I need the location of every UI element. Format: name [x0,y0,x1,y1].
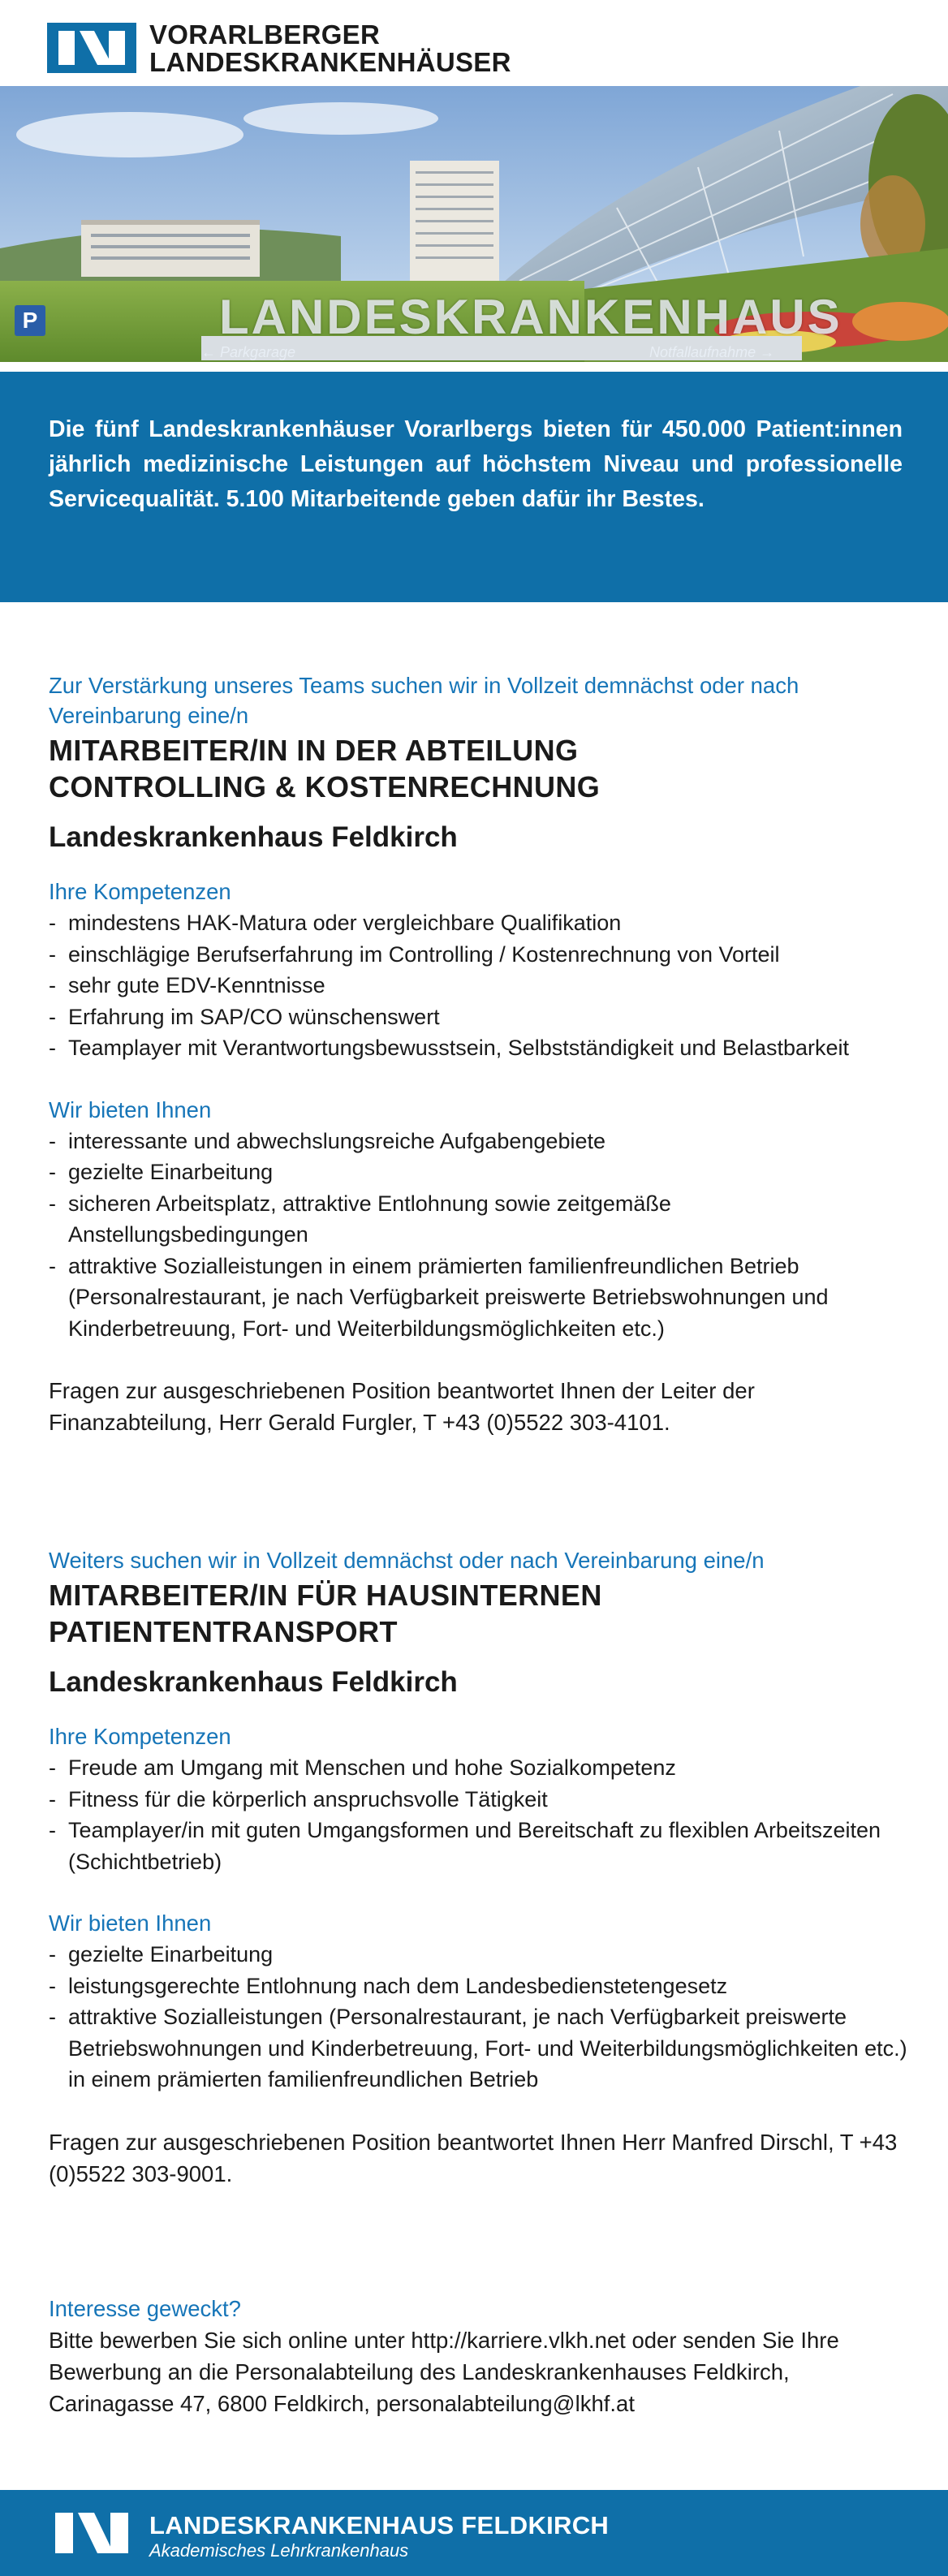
job1-offer-heading: Wir bieten Ihnen [49,1096,212,1122]
footer-hospital-name: LANDESKRANKENHAUS FELDKIRCH [149,2511,610,2539]
direction-emergency: Notfallaufnahme → [649,344,775,360]
job1-kicker: Zur Verstärkung unseres Teams suchen wir in Vollzeit demnächst oder nach Vereinbarung eine/n [49,673,799,728]
job2-title-line-1: MITARBEITER/IN FÜR HAUSINTERNEN [49,1579,602,1612]
list-item: - leistungsgerechte Entlohnung nach dem Landesbedienstetengesetz [49,1971,909,2002]
page-header [0,0,948,86]
job2-competences-heading: Ihre Kompetenzen [49,1724,231,1749]
job1-competences-heading: Ihre Kompetenzen [49,879,231,904]
list-item: - Teamplayer/in mit guten Umgangsformen und Bereitschaft zu flexiblen Arbeitszeiten (Schichtbetrieb) [49,1815,909,1877]
brand-line-1: VORARLBERGER [149,19,381,50]
list-item: - einschlägige Berufserfahrung im Controlling / Kostenrechnung von Vorteil [49,939,909,971]
apply-text: Bitte bewerben Sie sich online unter http://karriere.vlkh.net oder senden Sie Ihre Bewerbung an die Personalabteilung des Landeskrankenhauses Feldkirch, Carinagasse 47, 6800 Feldkirch, personalabteilung@lkhf.at [49,2328,839,2416]
direction-parking: ← Parkgarage [201,344,296,360]
footer-subtitle: Akademisches Lehrkrankenhaus [149,2540,409,2561]
job2-offer-heading: Wir bieten Ihnen [49,1910,212,1936]
list-item: - gezielte Einarbeitung [49,1939,909,1971]
hospital-photo [0,86,948,362]
job2-title-line-2: PATIENTENTRANSPORT [49,1615,398,1648]
list-item: - mindestens HAK-Matura oder vergleichbare Qualifikation [49,907,909,939]
list-item: - sehr gute EDV-Kenntnisse [49,970,909,1002]
list-item: - gezielte Einarbeitung [49,1157,909,1188]
list-item: - Fitness für die körperlich anspruchsvolle Tätigkeit [49,1784,909,1816]
job2-kicker: Weiters suchen wir in Vollzeit demnächst oder nach Vereinbarung eine/n [49,1548,765,1573]
list-item: - attraktive Sozialleistungen (Personalrestaurant, je nach Verfügbarkeit preiswerte Betriebswohnungen und Kinderbetreuung, Fort- und Weiterbildungsmöglichkeiten etc.) in einem prämierten familienfreundlichen Betrieb [49,2001,909,2096]
page-footer [0,2490,948,2576]
intro-band [0,372,948,602]
list-item: - attraktive Sozialleistungen in einem prämierten familienfreundlichen Betrieb (Personalrestaurant, je nach Verfügbarkeit preiswerte Betriebswohnungen und Kinderbetreuung, Fort- und Weiterbildungsmöglichkeiten etc.) [49,1251,909,1345]
intro-text: Die fünf Landeskrankenhäuser Vorarlbergs bieten für 450.000 Patient:innen jährlich medizinische Leistungen auf höchstem Niveau und professionelle Servicequalität. 5.100 Mitarbeitende geben dafür ihr Bestes. [49,416,903,512]
list-item: - sicheren Arbeitsplatz, attraktive Entlohnung sowie zeitgemäße Anstellungsbedingungen [49,1188,909,1251]
list-item: - Teamplayer mit Verantwortungsbewusstsein, Selbstständigkeit und Belastbarkeit [49,1032,909,1064]
parking-sign-icon: P [15,305,45,336]
hospital-sign: LANDESKRANKENHAUS [219,290,842,344]
job2-location: Landeskrankenhaus Feldkirch [49,1666,458,1698]
apply-heading: Interesse geweckt? [49,2296,241,2321]
job2-competences-list [49,1752,909,1877]
job1-offer-list [49,1126,909,1345]
job2-contact: Fragen zur ausgeschriebenen Position beantwortet Ihnen Herr Manfred Dirschl, T +43 (0)5522 303-9001. [49,2129,898,2186]
job1-location: Landeskrankenhaus Feldkirch [49,821,458,853]
job1-contact: Fragen zur ausgeschriebenen Position beantwortet Ihnen der Leiter der Finanzabteilung, Herr Gerald Furgler, T +43 (0)5522 303-4101. [49,1378,755,1435]
brand-line-2: LANDESKRANKENHÄUSER [149,47,511,77]
list-item: - Freude am Umgang mit Menschen und hohe Sozialkompetenz [49,1752,909,1784]
list-item: - interessante und abwechslungsreiche Aufgabengebiete [49,1126,909,1157]
job2-offer-list [49,1939,909,2096]
lkh-feldkirch-logo-icon [47,2508,136,2558]
job1-title [49,732,909,805]
job-posting-patient-transport [49,1545,909,2190]
list-item: - Erfahrung im SAP/CO wünschenswert [49,1002,909,1033]
job-posting-controlling [49,670,909,1438]
job2-title [49,1577,909,1650]
vlkh-logo-icon [47,23,136,73]
job1-title-line-1: MITARBEITER/IN IN DER ABTEILUNG [49,734,579,767]
brand-name [149,21,511,76]
job1-competences-list [49,907,909,1064]
application-info [49,2294,909,2419]
job1-title-line-2: CONTROLLING & KOSTENRECHNUNG [49,770,601,803]
